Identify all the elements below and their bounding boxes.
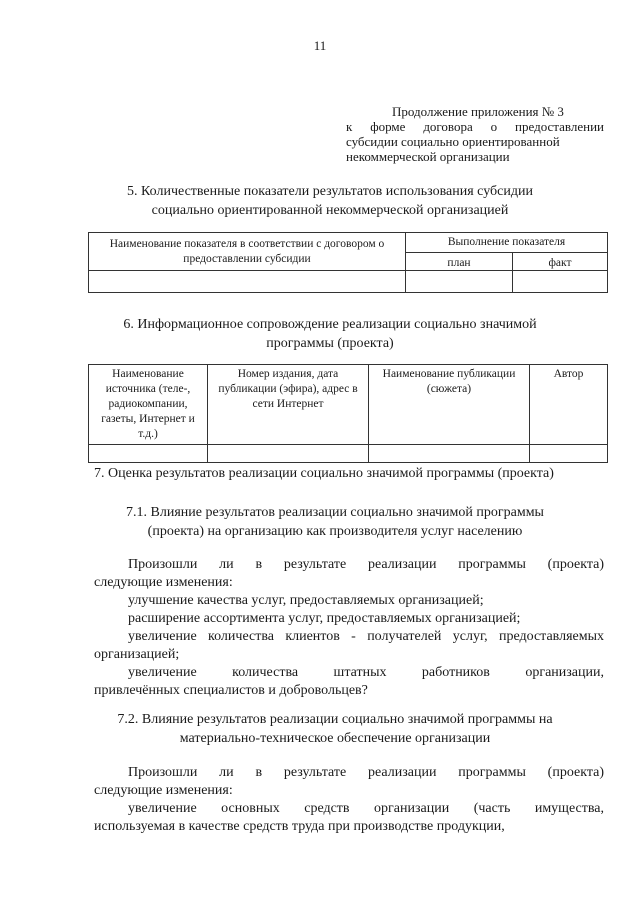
t5-header-plan: план	[406, 253, 513, 271]
page-number: 11	[313, 38, 327, 53]
section-5-heading	[80, 182, 580, 220]
t6-cell	[369, 445, 530, 463]
t6-cell	[208, 445, 369, 463]
p71-line: увеличение количества клиентов - получателей услуг, предоставляемых	[128, 629, 604, 644]
appendix-reference	[346, 104, 604, 164]
section-6-heading-line-1: 6. Информационное сопровождение реализации социально значимой	[123, 317, 537, 332]
t6-header-author: Автор	[530, 365, 608, 445]
p71-line: увеличение количества штатных работников организации,	[128, 665, 604, 680]
section-7-2-heading-line-1: 7.2. Влияние результатов реализации социально значимой программы на	[117, 712, 553, 727]
section-6-table	[88, 364, 608, 463]
t6-header-publication: Наименование публикации (сюжета)	[369, 365, 530, 445]
section-7-2-heading-line-2: материально-техническое обеспечение организации	[179, 731, 491, 746]
p71-line: организацией;	[94, 647, 180, 662]
p72-line: следующие изменения:	[94, 783, 233, 798]
t5-cell	[513, 271, 608, 293]
t6-cell	[89, 445, 208, 463]
section-7-heading: 7. Оценка результатов реализации социально значимой программы (проекта)	[94, 466, 554, 481]
t5-header-fact: факт	[513, 253, 608, 271]
t5-header-indicator: Наименование показателя в соответствии с договором о предоставлении субсидии	[89, 233, 406, 271]
appendix-line-4: некоммерческой организации	[346, 149, 510, 164]
section-7-1-heading-line-2: (проекта) на организацию как производителя услуг населению	[147, 524, 523, 539]
section-5-table	[88, 232, 608, 293]
section-6-heading-line-2: программы (проекта)	[266, 336, 394, 351]
section-7-1-heading	[100, 503, 570, 541]
section-7-1-paragraph	[94, 556, 604, 700]
section-7-2-paragraph	[94, 764, 604, 836]
section-7-2-heading	[100, 710, 570, 748]
t5-header-performance: Выполнение показателя	[406, 233, 608, 253]
p71-line: Произошли ли в результате реализации программы (проекта)	[128, 557, 604, 572]
appendix-line-2: к форме договора о предоставлении	[346, 119, 604, 134]
section-6-heading	[80, 315, 580, 353]
p72-line: используемая в качестве средств труда при производстве продукции,	[94, 819, 505, 834]
t6-cell	[530, 445, 608, 463]
section-5-heading-line-2: социально ориентированной некоммерческой организацией	[151, 203, 509, 218]
section-7-1-heading-line-1: 7.1. Влияние результатов реализации социально значимой программы	[126, 505, 544, 520]
appendix-line-3: субсидии социально ориентированной	[346, 134, 560, 149]
t6-header-issue: Номер издания, дата публикации (эфира), адрес в сети Интернет	[208, 365, 369, 445]
p71-line: следующие изменения:	[94, 575, 233, 590]
appendix-line-1: Продолжение приложения № 3	[392, 104, 564, 119]
t6-header-source: Наименование источника (теле-, радиокомпании, газеты, Интернет и т.д.)	[89, 365, 208, 445]
section-5-heading-line-1: 5. Количественные показатели результатов использования субсидии	[127, 184, 533, 199]
t5-cell	[406, 271, 513, 293]
p72-line: Произошли ли в результате реализации программы (проекта)	[128, 765, 604, 780]
p71-line: улучшение качества услуг, предоставляемых организацией;	[128, 593, 484, 608]
p71-line: привлечённых специалистов и добровольцев?	[94, 683, 368, 698]
p71-line: расширение ассортимента услуг, предоставляемых организацией;	[128, 611, 521, 626]
p72-line: увеличение основных средств организации (часть имущества,	[128, 801, 604, 816]
t5-cell	[89, 271, 406, 293]
